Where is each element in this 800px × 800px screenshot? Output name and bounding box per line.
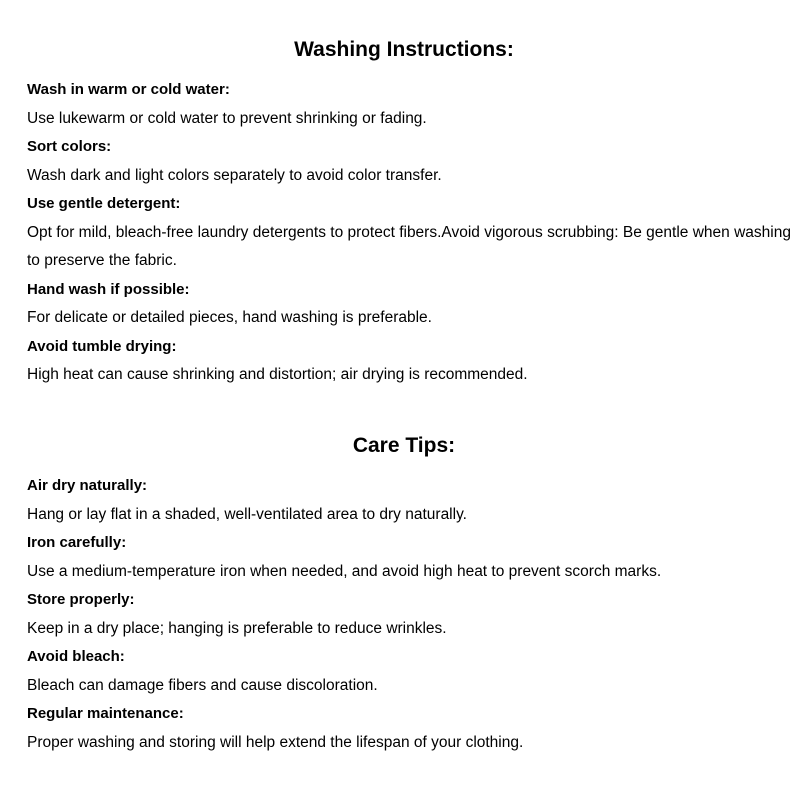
care-tips-title: Care Tips: xyxy=(352,434,456,457)
list-item xyxy=(27,133,792,190)
item-heading: Avoid tumble drying: xyxy=(27,337,177,355)
list-item xyxy=(27,586,792,643)
item-body: Use lukewarm or cold water to prevent shrinking or fading. xyxy=(27,109,427,127)
washing-instructions-title: Washing Instructions: xyxy=(294,38,514,61)
item-heading: Sort colors: xyxy=(27,138,112,155)
list-item xyxy=(27,643,792,700)
list-item xyxy=(27,190,792,276)
list-item xyxy=(27,529,792,586)
item-body: Wash dark and light colors separately to avoid color transfer. xyxy=(27,166,442,184)
washing-instructions-section xyxy=(0,32,800,390)
list-item xyxy=(27,472,792,529)
washing-instructions-list xyxy=(0,76,792,390)
item-heading: Avoid bleach: xyxy=(27,648,125,665)
item-heading: Regular maintenance: xyxy=(27,705,184,722)
item-body: For delicate or detailed pieces, hand washing is preferable. xyxy=(27,309,432,326)
item-heading: Use gentle detergent: xyxy=(27,195,181,212)
item-body: Proper washing and storing will help extend the lifespan of your clothing. xyxy=(27,733,524,751)
care-tips-section xyxy=(0,428,800,757)
item-body: Hang or lay flat in a shaded, well-ventilated area to dry naturally. xyxy=(27,505,467,523)
item-body: High heat can cause shrinking and distortion; air drying is recommended. xyxy=(27,366,528,383)
item-heading: Hand wash if possible: xyxy=(27,280,190,298)
item-heading: Air dry naturally: xyxy=(27,477,148,494)
item-body: Use a medium-temperature iron when needed, and avoid high heat to prevent scorch marks. xyxy=(27,562,662,580)
item-body: Keep in a dry place; hanging is preferable to reduce wrinkles. xyxy=(27,619,447,637)
list-item xyxy=(27,276,792,333)
item-body: Opt for mild, bleach-free laundry detergents to protect fibers.Avoid vigorous scrubbing: Be gentle when washing to preserve the fabric. xyxy=(27,223,791,269)
item-heading: Store properly: xyxy=(27,591,135,608)
list-item xyxy=(27,333,792,390)
care-tips-list xyxy=(0,472,792,757)
list-item xyxy=(27,700,792,757)
item-heading: Iron carefully: xyxy=(27,534,127,551)
item-heading: Wash in warm or cold water: xyxy=(27,81,230,98)
list-item xyxy=(27,76,792,133)
item-body: Bleach can damage fibers and cause discoloration. xyxy=(27,676,378,694)
